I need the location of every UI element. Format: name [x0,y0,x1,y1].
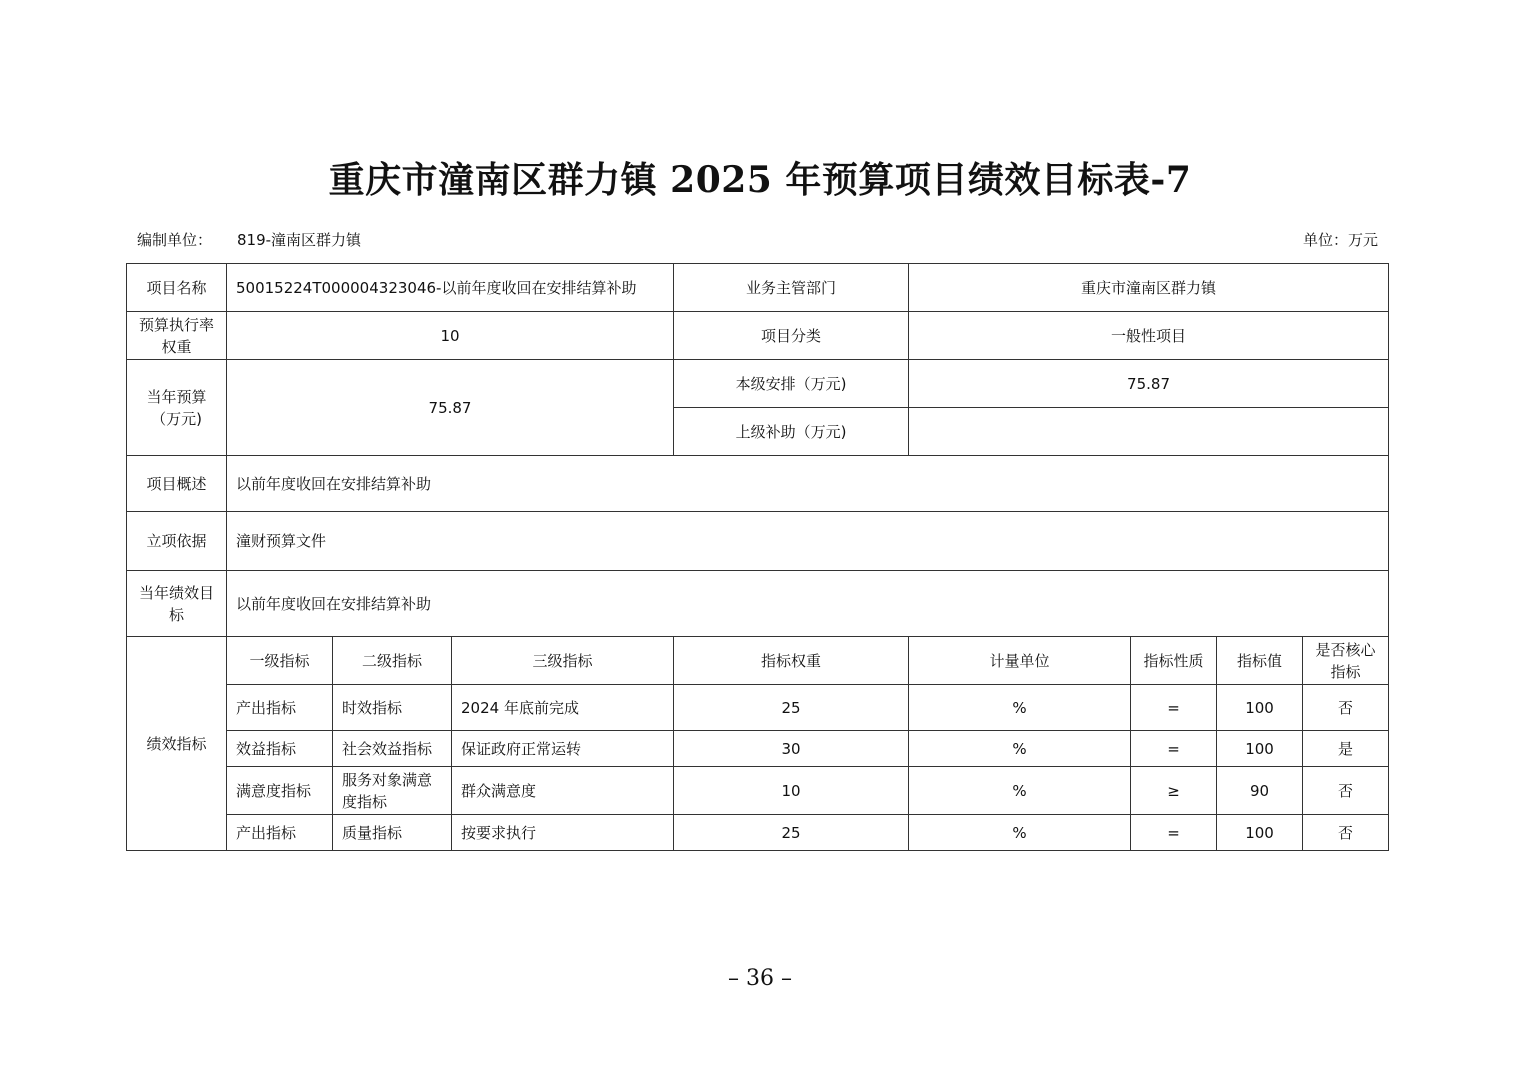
indicator-row [127,815,1389,851]
indicator-unit: % [909,815,1131,851]
indicator-level1: 产出指标 [227,685,333,731]
indicator-level2: 服务对象满意度指标 [333,767,452,815]
upper-subsidy-value [909,408,1389,456]
indicator-level3: 群众满意度 [452,767,674,815]
indicator-level2: 时效指标 [333,685,452,731]
compiling-unit-label: 编制单位： [137,231,213,249]
indicator-value: 100 [1217,731,1303,767]
indicators-section-label: 绩效指标 [127,637,227,851]
indicator-nature: ≥ [1131,767,1217,815]
table-row [127,512,1389,571]
indicator-row [127,767,1389,815]
header-level2: 二级指标 [333,637,452,685]
indicator-level1: 效益指标 [227,731,333,767]
table-row [127,312,1389,360]
budget-label: 当年预算（万元) [127,360,227,456]
basis-label: 立项依据 [127,512,227,571]
overview-value: 以前年度收回在安排结算补助 [227,456,1389,512]
indicator-header-row [127,637,1389,685]
goal-value: 以前年度收回在安排结算补助 [227,571,1389,637]
indicator-row [127,731,1389,767]
upper-subsidy-label: 上级补助（万元) [674,408,909,456]
goal-label: 当年绩效目标 [127,571,227,637]
indicator-weight: 25 [674,685,909,731]
local-arrangement-label: 本级安排（万元) [674,360,909,408]
indicator-level1: 产出指标 [227,815,333,851]
indicator-core: 否 [1303,815,1389,851]
indicator-core: 否 [1303,767,1389,815]
basis-value: 潼财预算文件 [227,512,1389,571]
overview-label: 项目概述 [127,456,227,512]
page-title: 重庆市潼南区群力镇 2025 年预算项目绩效目标表-7 [328,159,1192,201]
indicator-core: 否 [1303,685,1389,731]
header-value: 指标值 [1217,637,1303,685]
indicator-core: 是 [1303,731,1389,767]
indicator-unit: % [909,685,1131,731]
indicator-weight: 25 [674,815,909,851]
project-name-value: 50015224T000004323046-以前年度收回在安排结算补助 [227,264,674,312]
indicator-weight: 10 [674,767,909,815]
indicator-level2: 质量指标 [333,815,452,851]
table-row [127,571,1389,637]
performance-table [126,263,1389,851]
table-row [127,264,1389,312]
category-label: 项目分类 [674,312,909,360]
header-weight: 指标权重 [674,637,909,685]
header-level1: 一级指标 [227,637,333,685]
indicator-value: 90 [1217,767,1303,815]
indicator-value: 100 [1217,815,1303,851]
dept-label-cell [674,264,909,312]
indicator-level3: 按要求执行 [452,815,674,851]
table-row [127,456,1389,512]
local-arrangement-value: 75.87 [909,360,1389,408]
exec-weight-label: 预算执行率权重 [127,312,227,360]
header-level3: 三级指标 [452,637,674,685]
header-nature: 指标性质 [1131,637,1217,685]
compiling-unit [137,229,361,250]
header-core: 是否核心指标 [1303,637,1389,685]
exec-weight-value: 10 [227,312,674,360]
table-row [127,360,1389,408]
indicator-nature: = [1131,731,1217,767]
budget-value: 75.87 [227,360,674,456]
indicator-nature: = [1131,685,1217,731]
indicator-level3: 保证政府正常运转 [452,731,674,767]
compiling-unit-value: 819-潼南区群力镇 [237,231,362,249]
dept-value: 重庆市潼南区群力镇 [909,264,1389,312]
indicator-unit: % [909,731,1131,767]
indicator-unit: % [909,767,1131,815]
page-number: – 36 – [728,966,792,991]
dept-label: 业务主管部门 [746,278,837,297]
project-name-label: 项目名称 [127,264,227,312]
indicator-value: 100 [1217,685,1303,731]
category-value: 一般性项目 [909,312,1389,360]
indicator-level2: 社会效益指标 [333,731,452,767]
header-unit: 计量单位 [909,637,1131,685]
indicator-level3: 2024 年底前完成 [452,685,674,731]
indicator-weight: 30 [674,731,909,767]
indicator-level1: 满意度指标 [227,767,333,815]
indicator-row [127,685,1389,731]
indicator-nature: = [1131,815,1217,851]
currency-unit: 单位：万元 [1302,231,1378,249]
